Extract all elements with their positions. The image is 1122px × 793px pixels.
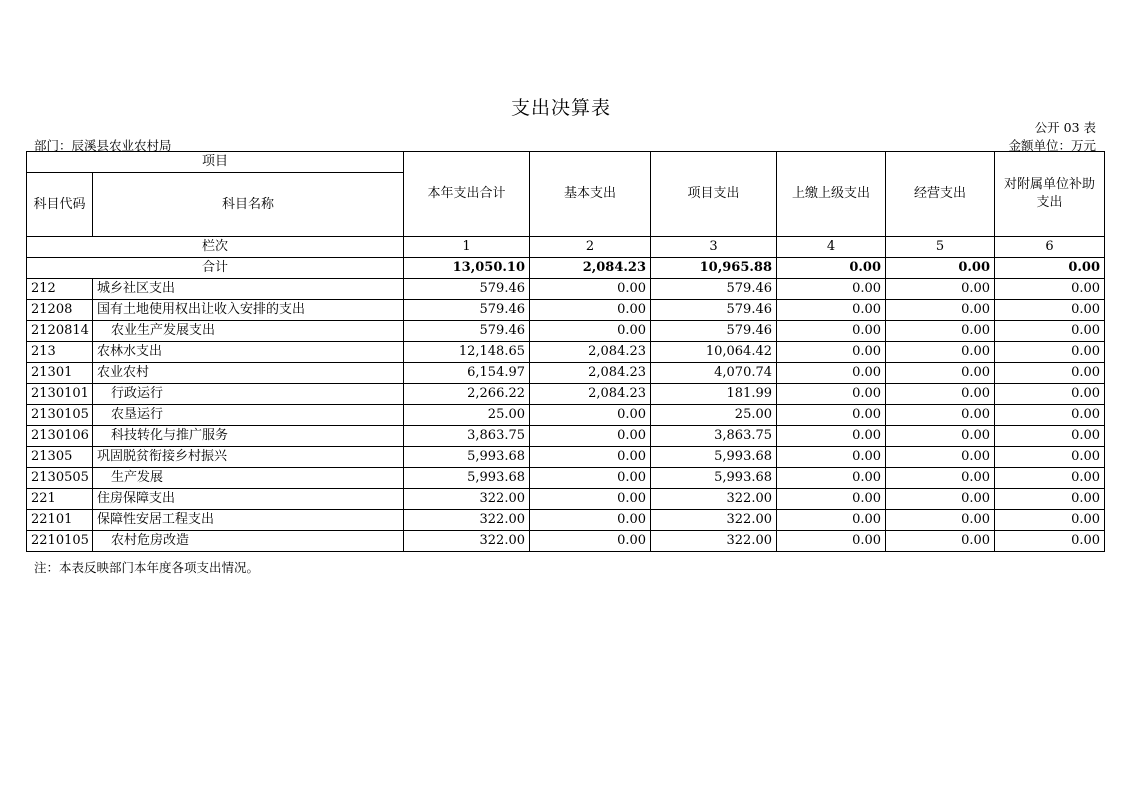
total-cell: 2,084.23 — [530, 258, 651, 279]
amount-cell: 0.00 — [777, 279, 886, 300]
table-row — [27, 363, 1105, 384]
total-cell: 13,050.10 — [404, 258, 530, 279]
amount-cell: 322.00 — [651, 510, 777, 531]
amount-cell: 0.00 — [777, 321, 886, 342]
subject-name: 行政运行 — [93, 384, 404, 405]
expenditure-table — [26, 151, 1105, 552]
subject-code: 21208 — [27, 300, 93, 321]
index-cell: 1 — [404, 237, 530, 258]
header-row-item — [27, 152, 1105, 173]
index-cell: 6 — [995, 237, 1105, 258]
table-row — [27, 426, 1105, 447]
amount-cell: 6,154.97 — [404, 363, 530, 384]
amount-cell: 0.00 — [777, 405, 886, 426]
amount-cell: 0.00 — [886, 405, 995, 426]
table-row — [27, 447, 1105, 468]
subject-name: 农业生产发展支出 — [93, 321, 404, 342]
amount-cell: 0.00 — [530, 468, 651, 489]
amount-cell: 0.00 — [886, 468, 995, 489]
amount-cell: 0.00 — [995, 489, 1105, 510]
amount-cell: 579.46 — [404, 279, 530, 300]
header-col-4: 上缴上级支出 — [777, 152, 886, 237]
amount-cell: 0.00 — [777, 447, 886, 468]
subject-code: 212 — [27, 279, 93, 300]
amount-cell: 2,084.23 — [530, 363, 651, 384]
amount-cell: 0.00 — [530, 321, 651, 342]
table-row — [27, 468, 1105, 489]
index-label: 栏次 — [27, 237, 404, 258]
subject-name: 国有土地使用权出让收入安排的支出 — [93, 300, 404, 321]
index-cell: 4 — [777, 237, 886, 258]
table-row — [27, 321, 1105, 342]
amount-cell: 25.00 — [404, 405, 530, 426]
amount-cell: 0.00 — [886, 447, 995, 468]
subject-code: 2120814 — [27, 321, 93, 342]
amount-cell: 2,084.23 — [530, 384, 651, 405]
footnote: 注：本表反映部门本年度各项支出情况。 — [34, 560, 260, 575]
total-label: 合计 — [27, 258, 404, 279]
amount-cell: 0.00 — [886, 510, 995, 531]
table-row — [27, 342, 1105, 363]
amount-cell: 0.00 — [530, 510, 651, 531]
amount-cell: 0.00 — [995, 384, 1105, 405]
amount-cell: 579.46 — [651, 321, 777, 342]
amount-cell: 0.00 — [995, 468, 1105, 489]
form-number: 公开 03 表 — [1034, 120, 1096, 135]
subject-code: 2130106 — [27, 426, 93, 447]
amount-cell: 181.99 — [651, 384, 777, 405]
amount-cell: 0.00 — [530, 279, 651, 300]
amount-cell: 0.00 — [530, 531, 651, 552]
amount-cell: 10,064.42 — [651, 342, 777, 363]
amount-cell: 0.00 — [777, 510, 886, 531]
header-col-2: 基本支出 — [530, 152, 651, 237]
amount-cell: 0.00 — [777, 531, 886, 552]
header-name: 科目名称 — [93, 173, 404, 237]
amount-cell: 2,266.22 — [404, 384, 530, 405]
header-col-3: 项目支出 — [651, 152, 777, 237]
subject-name: 保障性安居工程支出 — [93, 510, 404, 531]
amount-cell: 0.00 — [886, 489, 995, 510]
amount-cell: 0.00 — [886, 342, 995, 363]
subject-code: 21305 — [27, 447, 93, 468]
amount-cell: 5,993.68 — [651, 468, 777, 489]
amount-cell: 579.46 — [404, 300, 530, 321]
amount-cell: 0.00 — [777, 300, 886, 321]
header-item: 项目 — [27, 152, 404, 173]
table-row — [27, 489, 1105, 510]
total-cell: 0.00 — [995, 258, 1105, 279]
amount-cell: 5,993.68 — [404, 447, 530, 468]
amount-cell: 322.00 — [404, 510, 530, 531]
subject-name: 农村危房改造 — [93, 531, 404, 552]
total-cell: 0.00 — [777, 258, 886, 279]
subject-name: 农林水支出 — [93, 342, 404, 363]
amount-cell: 0.00 — [995, 363, 1105, 384]
subject-code: 213 — [27, 342, 93, 363]
amount-cell: 3,863.75 — [651, 426, 777, 447]
amount-cell: 322.00 — [651, 489, 777, 510]
total-cell: 10,965.88 — [651, 258, 777, 279]
table-row — [27, 300, 1105, 321]
amount-cell: 0.00 — [777, 384, 886, 405]
table-row — [27, 510, 1105, 531]
amount-cell: 12,148.65 — [404, 342, 530, 363]
index-cell: 2 — [530, 237, 651, 258]
header-col-6: 对附属单位补助支出 — [995, 152, 1105, 237]
amount-cell: 322.00 — [404, 531, 530, 552]
table-row — [27, 405, 1105, 426]
amount-cell: 5,993.68 — [651, 447, 777, 468]
subject-name: 住房保障支出 — [93, 489, 404, 510]
total-cell: 0.00 — [886, 258, 995, 279]
amount-cell: 0.00 — [886, 321, 995, 342]
subject-name: 农业农村 — [93, 363, 404, 384]
amount-cell: 0.00 — [886, 363, 995, 384]
total-row — [27, 258, 1105, 279]
subject-name: 农垦运行 — [93, 405, 404, 426]
amount-cell: 0.00 — [530, 426, 651, 447]
amount-cell: 0.00 — [530, 300, 651, 321]
amount-cell: 3,863.75 — [404, 426, 530, 447]
amount-cell: 0.00 — [995, 531, 1105, 552]
amount-cell: 5,993.68 — [404, 468, 530, 489]
amount-cell: 0.00 — [777, 342, 886, 363]
header-code: 科目代码 — [27, 173, 93, 237]
subject-name: 生产发展 — [93, 468, 404, 489]
amount-cell: 579.46 — [651, 300, 777, 321]
page-title: 支出决算表 — [510, 97, 611, 119]
amount-cell: 0.00 — [530, 447, 651, 468]
amount-cell: 0.00 — [777, 489, 886, 510]
table-row — [27, 531, 1105, 552]
amount-cell: 0.00 — [995, 300, 1105, 321]
table-row — [27, 279, 1105, 300]
amount-cell: 4,070.74 — [651, 363, 777, 384]
department-label: 部门：辰溪县农业农村局 — [34, 138, 172, 153]
amount-cell: 0.00 — [995, 321, 1105, 342]
subject-name: 巩固脱贫衔接乡村振兴 — [93, 447, 404, 468]
subject-name: 科技转化与推广服务 — [93, 426, 404, 447]
index-cell: 5 — [886, 237, 995, 258]
amount-cell: 322.00 — [404, 489, 530, 510]
subject-code: 22101 — [27, 510, 93, 531]
amount-cell: 579.46 — [651, 279, 777, 300]
amount-cell: 0.00 — [995, 447, 1105, 468]
amount-cell: 0.00 — [886, 531, 995, 552]
amount-cell: 0.00 — [995, 426, 1105, 447]
amount-cell: 0.00 — [777, 468, 886, 489]
subject-code: 221 — [27, 489, 93, 510]
index-row — [27, 237, 1105, 258]
amount-cell: 0.00 — [777, 426, 886, 447]
amount-cell: 0.00 — [886, 300, 995, 321]
subject-code: 2210105 — [27, 531, 93, 552]
amount-cell: 322.00 — [651, 531, 777, 552]
amount-cell: 0.00 — [995, 342, 1105, 363]
header-col-1: 本年支出合计 — [404, 152, 530, 237]
index-cell: 3 — [651, 237, 777, 258]
subject-code: 2130105 — [27, 405, 93, 426]
amount-cell: 0.00 — [886, 426, 995, 447]
amount-cell: 0.00 — [886, 384, 995, 405]
header-col-5: 经营支出 — [886, 152, 995, 237]
table-row — [27, 384, 1105, 405]
amount-cell: 0.00 — [995, 405, 1105, 426]
unit-label: 金额单位：万元 — [1008, 138, 1096, 153]
subject-code: 21301 — [27, 363, 93, 384]
subject-name: 城乡社区支出 — [93, 279, 404, 300]
amount-cell: 0.00 — [995, 510, 1105, 531]
amount-cell: 0.00 — [530, 489, 651, 510]
amount-cell: 25.00 — [651, 405, 777, 426]
amount-cell: 0.00 — [995, 279, 1105, 300]
amount-cell: 579.46 — [404, 321, 530, 342]
amount-cell: 0.00 — [777, 363, 886, 384]
subject-code: 2130101 — [27, 384, 93, 405]
amount-cell: 2,084.23 — [530, 342, 651, 363]
subject-code: 2130505 — [27, 468, 93, 489]
amount-cell: 0.00 — [530, 405, 651, 426]
amount-cell: 0.00 — [886, 279, 995, 300]
